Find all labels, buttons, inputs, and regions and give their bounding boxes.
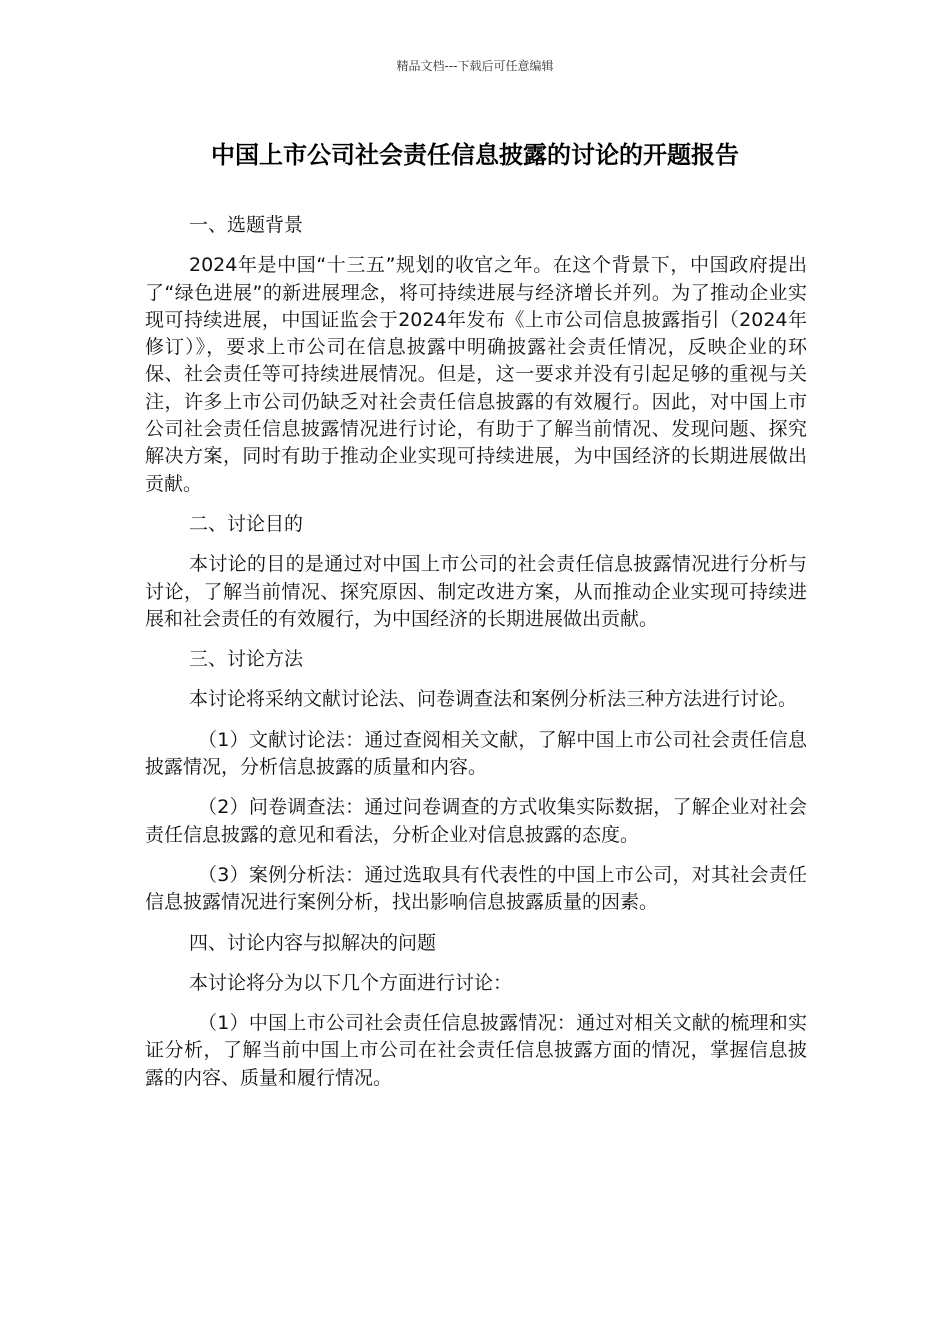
list-item-method: （2）问卷调查法：通过问卷调查的方式收集实际数据，了解企业对社会责任信息披露的意见和看法，分析企业对信息披露的态度。: [145, 796, 807, 846]
document-title: 中国上市公司社会责任信息披露的讨论的开题报告: [211, 141, 739, 169]
paragraph-content-intro: 本讨论将分为以下几个方面进行讨论：: [189, 971, 513, 994]
list-item-method: （3）案例分析法：通过选取具有代表性的中国上市公司，对其社会责任信息披露情况进行案例分析，找出影响信息披露质量的因素。: [145, 863, 807, 914]
section-heading-purpose: 二、讨论目的: [189, 512, 304, 535]
section-heading-content: 四、讨论内容与拟解决的问题: [189, 931, 437, 954]
section-heading-methods: 三、讨论方法: [189, 648, 304, 671]
paragraph-purpose: 本讨论的目的是通过对中国上市公司的社会责任信息披露情况进行分析与讨论，了解当前情况、探究原因、制定改进方案，从而推动企业实现可持续进展和社会责任的有效履行，为中国经济的长期进展做出贡献。: [145, 553, 807, 630]
document-body: [145, 212, 807, 1105]
paragraph-background: 2024年是中国“十三五”规划的收官之年。在这个背景下，中国政府提出了“绿色进展”的新进展理念，将可持续进展与经济增长并列。为了推动企业实现可持续进展，中国证监会于2024年发布《上市公司信息披露指引（2024年修订）》，要求上市公司在信息披露中明确披露社会责任情况，反映企业的环保、社会责任等可持续进展情况。但是，这一要求并没有引起足够的重视与关注，许多上市公司仍缺乏对社会责任信息披露的有效履行。因此，对中国上市公司社会责任信息披露情况进行讨论，有助于了解当前情况、发现问题、探究解决方案，同时有助于推动企业实现可持续进展，为中国经济的长期进展做出贡献。: [145, 254, 807, 495]
list-item-content: （1）中国上市公司社会责任信息披露情况：通过对相关文献的梳理和实证分析，了解当前中国上市公司在社会责任信息披露方面的情况，掌握信息披露的内容、质量和履行情况。: [145, 1012, 807, 1089]
section-heading-background: 一、选题背景: [189, 214, 304, 236]
list-item-method: （1）文献讨论法：通过查阅相关文献，了解中国上市公司社会责任信息披露情况，分析信息披露的质量和内容。: [145, 728, 807, 779]
paragraph-methods-intro: 本讨论将采纳文献讨论法、问卷调查法和案例分析法三种方法进行讨论。: [189, 688, 798, 711]
header-note: 精品文档---下载后可任意编辑: [396, 59, 554, 73]
